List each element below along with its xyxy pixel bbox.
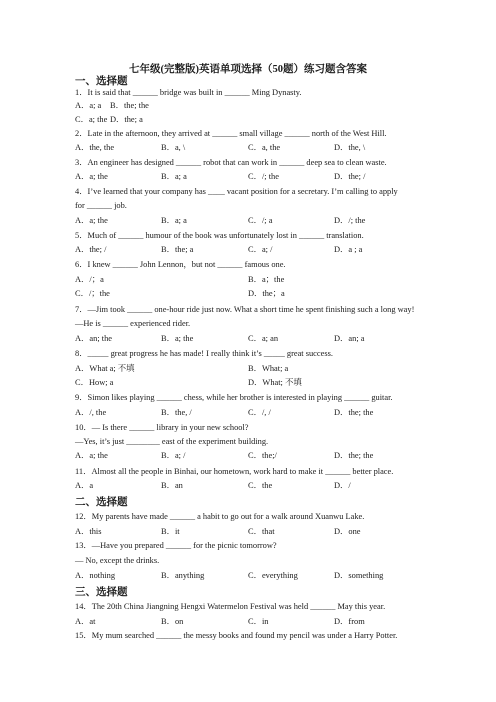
option: D．one <box>334 527 361 536</box>
option: A．a <box>75 481 94 490</box>
option: A．a; the <box>75 216 108 225</box>
option: A．a; the <box>75 451 108 460</box>
option: B．a, \ <box>161 143 186 152</box>
option: D．the; a <box>110 115 143 124</box>
question-line: 2．Late in the afternoon, they arrived at ______ small village ______ north of the West Hill. <box>75 129 387 138</box>
question-line: 12．My parents have made ______ a habit to go out for a walk around Xuanwu Lake. <box>75 512 365 521</box>
question-line: 15．My mum searched ______ the messy books and found my pencil was under a Harry Potter. <box>75 631 398 640</box>
option: A．nothing <box>75 571 116 580</box>
option: C．in <box>248 617 269 626</box>
question-line: 4．I’ve learned that your company has ____ vacant position for a secretary. I’m calling to apply <box>75 187 398 196</box>
option: C．/, / <box>248 408 271 417</box>
option: D．a ; a <box>334 245 363 254</box>
question-line: 1．It is said that ______ bridge was built in ______ Ming Dynasty. <box>75 88 302 97</box>
option: A．this <box>75 527 102 536</box>
question-line: 7．—Jim took ______ one-hour ride just now. What a short time he spent finishing such a long way! <box>75 305 415 314</box>
option: D．/; the <box>334 216 366 225</box>
option: B．a; the <box>161 334 194 343</box>
option: D．something <box>334 571 384 580</box>
option: C．/; the <box>248 172 279 181</box>
option: D．the；a <box>248 289 285 298</box>
option: A．/, the <box>75 408 107 417</box>
option: B．What; a <box>248 364 289 373</box>
option: A．a; a <box>75 101 102 110</box>
section-heading: 三、选择题 <box>75 587 128 598</box>
question-line: 8．_____ great progress he has made! I really think it’s _____ great success. <box>75 349 333 358</box>
question-line: 9．Simon likes playing ______ chess, while her brother is interested in playing ______ guitar. <box>75 393 393 402</box>
option: B．a；the <box>248 275 285 284</box>
option: B．anything <box>161 571 205 580</box>
option: A．a; the <box>75 172 108 181</box>
option: C．the <box>248 481 273 490</box>
question-line: — No, except the drinks. <box>75 556 160 565</box>
option: C．/; a <box>248 216 273 225</box>
option: C．a; an <box>248 334 279 343</box>
question-line: 11．Almost all the people in Binhai, our hometown, work hard to make it ______ better place. <box>75 467 394 476</box>
option: D．from <box>334 617 365 626</box>
option: B．on <box>161 617 184 626</box>
question-line: 3．An engineer has designed ______ robot that can work in ______ deep sea to clean waste. <box>75 158 387 167</box>
option: C．How; a <box>75 378 114 387</box>
option: C．that <box>248 527 275 536</box>
option: B．an <box>161 481 183 490</box>
option: B．the; the <box>110 101 149 110</box>
section-heading: 二、选择题 <box>75 497 128 508</box>
question-line: —He is ______ experienced rider. <box>75 319 191 328</box>
question-line: for ______ job. <box>75 201 127 210</box>
option: B．a; / <box>161 451 186 460</box>
option: C．a; the <box>75 115 108 124</box>
question-line: 10．— Is there ______ library in your new school? <box>75 423 249 432</box>
option: A．/；a <box>75 275 104 284</box>
option: A．What a; 不填 <box>75 364 135 373</box>
option: B．a; a <box>161 216 187 225</box>
option: C．the;/ <box>248 451 277 460</box>
question-line: —Yes, it’s just ________ east of the experiment building. <box>75 437 269 446</box>
option: A．the; / <box>75 245 107 254</box>
option: D．the; / <box>334 172 366 181</box>
option: D．the; the <box>334 408 374 417</box>
option: D．/ <box>334 481 351 490</box>
option: B．a; a <box>161 172 187 181</box>
question-line: 6．I knew ______ John Lennon，but not ______ famous one. <box>75 260 286 269</box>
option: C．/；the <box>75 289 110 298</box>
option: B．it <box>161 527 180 536</box>
question-line: 14．The 20th China Jiangning Hengxi Watermelon Festival was held ______ May this year. <box>75 602 386 611</box>
option: D．an; a <box>334 334 365 343</box>
option: D．the; the <box>334 451 374 460</box>
option: C．everything <box>248 571 298 580</box>
option: B．the; a <box>161 245 194 254</box>
option: C．a, the <box>248 143 281 152</box>
document-title: 七年级(完整版)英语单项选择（50题）练习题含答案 <box>129 64 367 75</box>
option: C．a; / <box>248 245 273 254</box>
question-line: 5．Much of ______ humour of the book was unfortunately lost in ______ translation. <box>75 231 364 240</box>
question-line: 13．—Have you prepared ______ for the picnic tomorrow? <box>75 541 277 550</box>
option: B．the, / <box>161 408 192 417</box>
option: D．the, \ <box>334 143 366 152</box>
option: A．an; the <box>75 334 112 343</box>
section-heading: 一、选择题 <box>75 76 128 87</box>
option: A．the, the <box>75 143 115 152</box>
option: D．What; 不填 <box>248 378 302 387</box>
option: A．at <box>75 617 96 626</box>
